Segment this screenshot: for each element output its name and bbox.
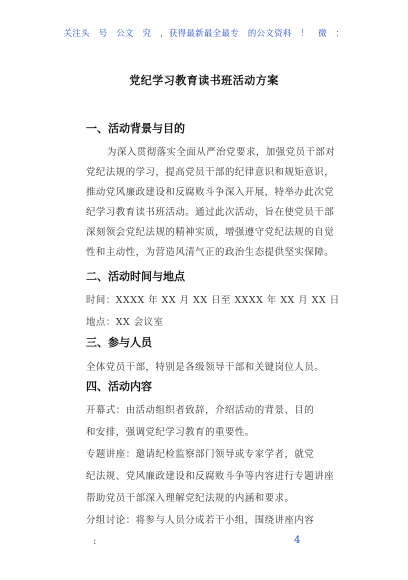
page-number: 4 <box>294 535 301 546</box>
section-heading-time-place: 二、活动时间与地点 <box>86 270 185 283</box>
paragraph-line: 开幕式：由活动组织者致辞，介绍活动的背景、目的 <box>86 405 315 416</box>
section-heading-background: 一、活动背景与目的 <box>86 122 185 135</box>
footer-mark: : <box>93 536 97 547</box>
paragraph-line: 分组讨论：将参与人员分成若干小组，围绕讲座内容 <box>86 515 315 526</box>
event-time: 时间：XXXX 年 XX 月 XX 日至 XXXX 年 XX 月 XX 日 <box>86 295 340 306</box>
paragraph-line: 为深入贯彻落实全面从严治党要求，加强党员干部对 <box>107 147 336 158</box>
paragraph-line: 纪法规、党风廉政建设和反腐败斗争等内容进行专题讲座 <box>86 471 335 482</box>
paragraph-line: 帮助党员干部深入理解党纪法规的内涵和要求。 <box>86 493 295 504</box>
paragraph-line: 专题讲座：邀请纪检监察部门领导或专家学者，就党 <box>86 449 315 460</box>
participants-line: 全体党员干部，特别是各级领导干部和关键岗位人员。 <box>86 362 325 373</box>
document-title: 党纪学习教育读书班活动方案 <box>129 74 279 87</box>
paragraph-line: 党纪法规的学习，提高党员干部的纪律意识和规矩意识， <box>86 167 335 178</box>
section-heading-participants: 三、参与人员 <box>86 336 152 349</box>
section-heading-content: 四、活动内容 <box>86 380 152 393</box>
paragraph-line: 性和主动性，为营造风清气正的政治生态提供坚实保障。 <box>86 247 335 258</box>
page-header-banner: 关注头 号 公文 究 ，获得最新最全最专 的公文资料 ！ 微 ： <box>63 28 345 38</box>
paragraph-line: 推动党风廉政建设和反腐败斗争深入开展，特举办此次党 <box>86 187 335 198</box>
paragraph-line: 纪学习教育读书班活动。通过此次活动，旨在使党员干部 <box>86 207 335 218</box>
paragraph-line: 和安排，强调党纪学习教育的重要性。 <box>86 427 255 438</box>
event-place: 地点：XX 会议室 <box>86 317 164 328</box>
paragraph-line: 深刻领会党纪法规的精神实质，增强遵守党纪法规的自觉 <box>86 227 335 238</box>
